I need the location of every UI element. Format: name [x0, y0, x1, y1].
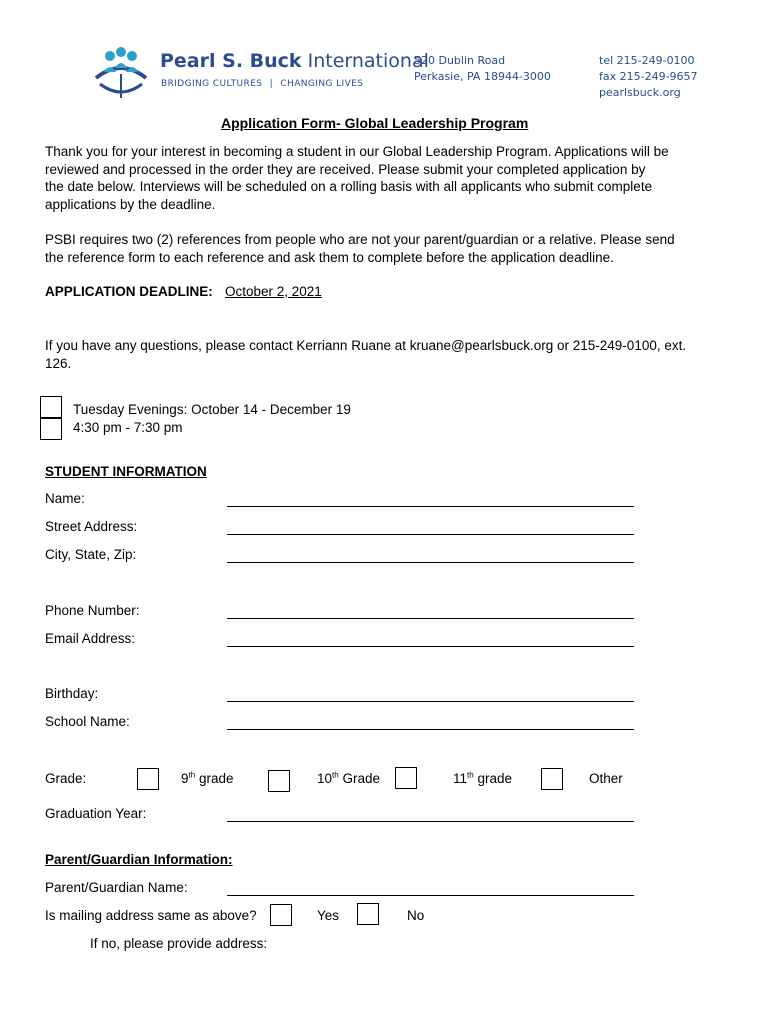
email-label: Email Address: — [45, 631, 136, 646]
session-line-2: 4:30 pm - 7:30 pm — [73, 419, 183, 435]
fax: fax 215-249-9657 — [599, 70, 698, 83]
parent-section-heading: Parent/Guardian Information: — [45, 852, 233, 867]
grade-11-sup: th — [467, 770, 474, 780]
grade-9-sup: th — [188, 770, 196, 780]
city-field[interactable] — [227, 562, 634, 563]
school-field[interactable] — [227, 729, 634, 730]
grade-10-num: 10 — [317, 771, 333, 786]
org-name-regular: International — [307, 50, 429, 72]
grade-9-label — [181, 771, 233, 786]
mailing-yes-label: Yes — [317, 908, 340, 923]
tagline-separator: | — [269, 79, 274, 89]
grade-9-num: 9 — [181, 771, 189, 786]
grade-9-text: grade — [195, 771, 234, 786]
globe-people-icon — [90, 44, 152, 100]
intro-line: applications by the deadline. — [45, 196, 216, 212]
grade-other-label: Other — [589, 771, 623, 786]
grade-10-text: Grade — [338, 771, 380, 786]
parent-name-label: Parent/Guardian Name: — [45, 880, 188, 895]
address-line-1: 520 Dublin Road — [414, 54, 506, 67]
name-field[interactable] — [227, 506, 634, 507]
session-text — [73, 401, 351, 436]
session-checkbox-1[interactable] — [40, 396, 62, 418]
school-label: School Name: — [45, 714, 130, 729]
org-name — [160, 50, 429, 72]
email-field[interactable] — [227, 646, 634, 647]
contact-paragraph — [45, 337, 745, 372]
birthday-field[interactable] — [227, 701, 634, 702]
intro-paragraph — [45, 143, 745, 213]
website: pearlsbuck.org — [599, 86, 681, 99]
references-paragraph — [45, 231, 745, 266]
parent-name-field[interactable] — [227, 895, 634, 896]
logo — [90, 44, 152, 100]
references-line: the reference form to each reference and ask them to complete before the application deadline. — [45, 249, 614, 265]
address-block — [414, 53, 551, 85]
grade-label: Grade: — [45, 771, 87, 786]
deadline-label: APPLICATION DEADLINE: — [45, 284, 213, 299]
mailing-no-checkbox[interactable] — [357, 903, 379, 925]
grade-11-text: grade — [473, 771, 512, 786]
grade-10-checkbox[interactable] — [268, 770, 290, 792]
tagline-left: BRIDGING CULTURES — [161, 79, 263, 89]
phone-field[interactable] — [227, 618, 634, 619]
page-title: Application Form- Global Leadership Program — [221, 115, 529, 131]
mailing-question: Is mailing address same as above? — [45, 908, 257, 923]
phone-label: Phone Number: — [45, 603, 140, 618]
grade-9-checkbox[interactable] — [137, 768, 159, 790]
grade-other-checkbox[interactable] — [541, 768, 563, 790]
intro-line: Thank you for your interest in becoming a student in our Global Leadership Program. Applications will be — [45, 144, 669, 159]
deadline-value: October 2, 2021 — [225, 284, 322, 299]
session-checkbox-2[interactable] — [40, 418, 62, 440]
references-line: PSBI requires two (2) references from people who are not your parent/guardian or a relative. Please send — [45, 232, 675, 247]
street-field[interactable] — [227, 534, 634, 535]
org-name-bold: Pearl S. Buck — [160, 50, 302, 72]
street-label: Street Address: — [45, 519, 138, 534]
if-no-address-label: If no, please provide address: — [90, 936, 268, 951]
birthday-label: Birthday: — [45, 686, 99, 701]
graduation-label: Graduation Year: — [45, 806, 147, 821]
contact-line: 126. — [45, 355, 72, 371]
grade-11-num: 11 — [453, 771, 468, 786]
intro-line: the date below. Interviews will be scheduled on a rolling basis with all applicants who submit complete — [45, 179, 653, 194]
contact-block — [599, 53, 698, 101]
intro-line: reviewed and processed in the order they are received. Please submit your completed application by — [45, 161, 646, 177]
grade-11-checkbox[interactable] — [395, 767, 417, 789]
city-label: City, State, Zip: — [45, 547, 137, 562]
tagline-right: CHANGING LIVES — [280, 79, 364, 89]
graduation-field[interactable] — [227, 821, 634, 822]
grade-10-label — [317, 771, 380, 786]
mailing-no-label: No — [407, 908, 425, 923]
contact-line: If you have any questions, please contact Kerriann Ruane at kruane@pearlsbuck.org or 215-249-0100, ext. — [45, 338, 687, 353]
name-label: Name: — [45, 491, 85, 506]
tel: tel 215-249-0100 — [599, 54, 695, 67]
address-line-2: Perkasie, PA 18944-3000 — [414, 70, 551, 83]
session-line-1: Tuesday Evenings: October 14 - December 19 — [73, 402, 351, 417]
student-section-heading: STUDENT INFORMATION — [45, 464, 207, 479]
mailing-yes-checkbox[interactable] — [270, 904, 292, 926]
grade-11-label — [453, 771, 512, 786]
grade-10-sup: th — [332, 770, 339, 780]
tagline — [161, 79, 363, 89]
